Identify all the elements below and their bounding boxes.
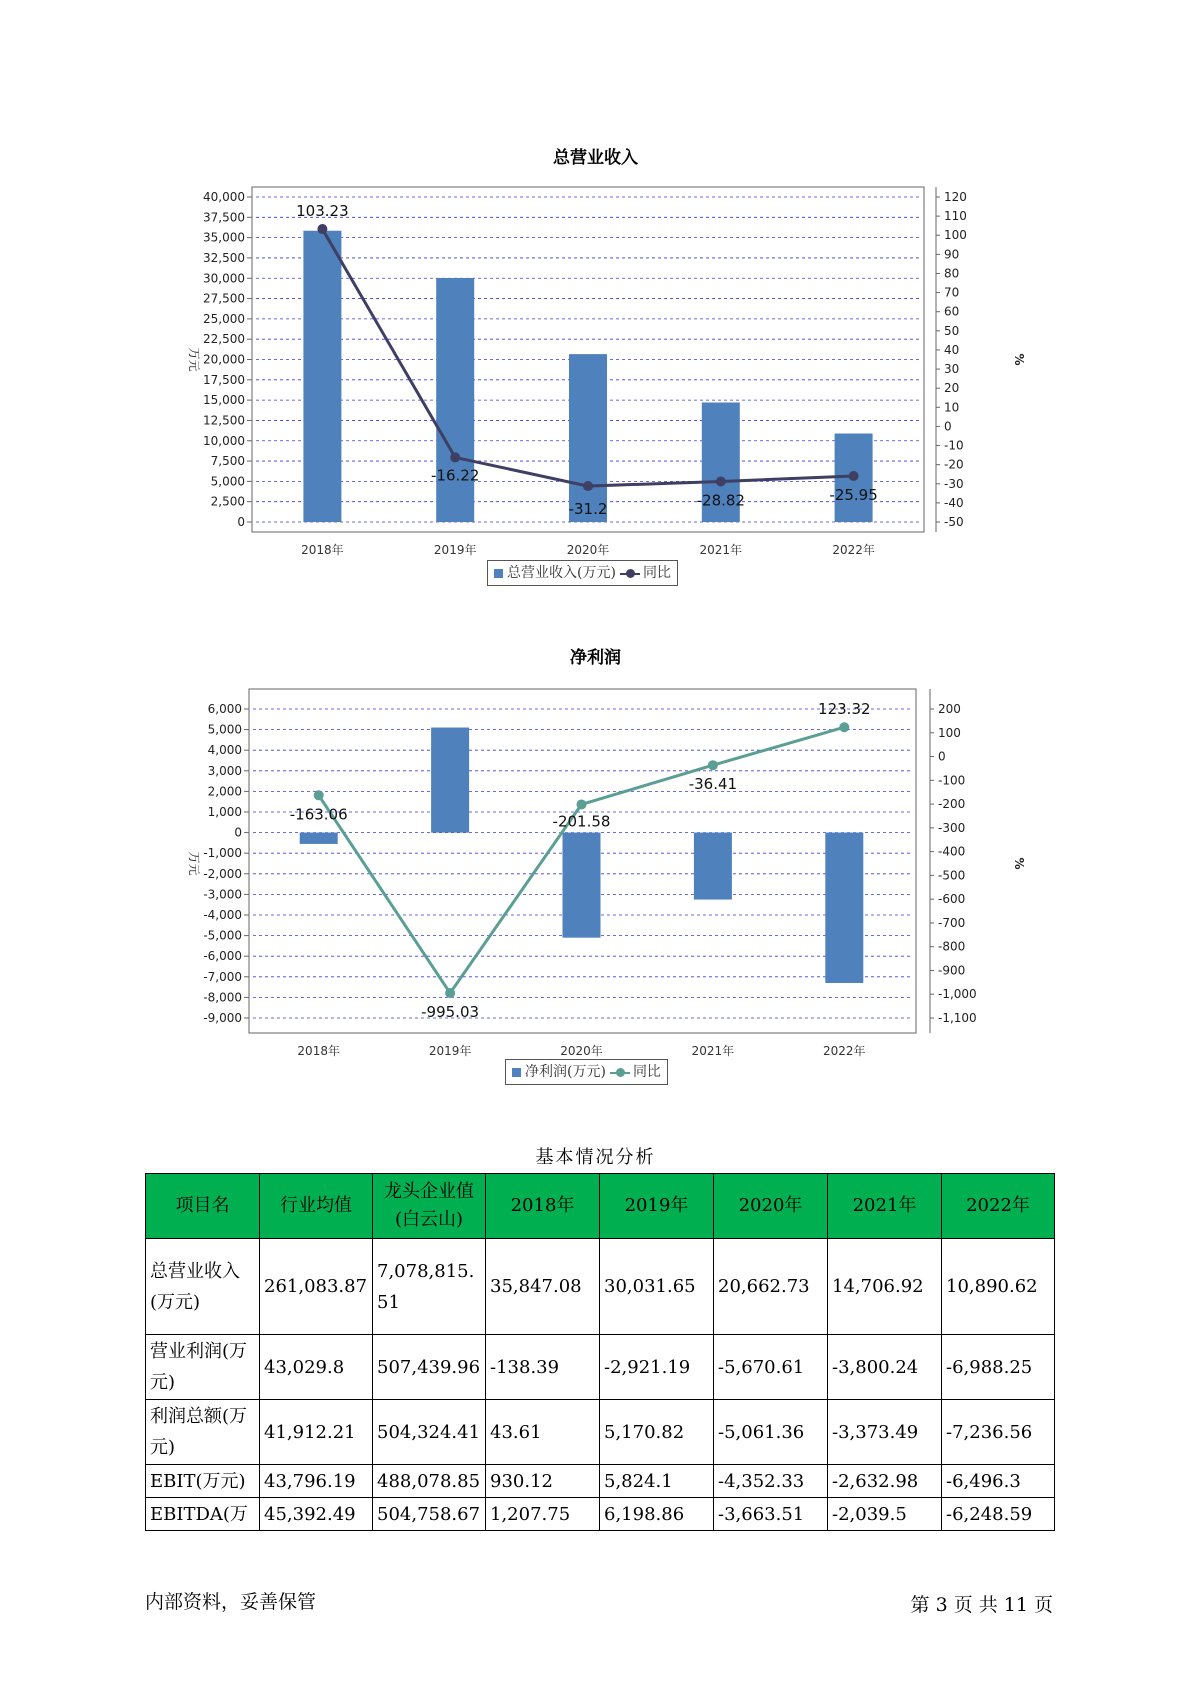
table-cell: -2,039.5 [828,1498,942,1531]
chart2-legend-line: 同比 [632,1064,661,1080]
table-cell: -2,632.98 [828,1465,942,1498]
table-cell: 43,796.19 [260,1465,373,1498]
y2-tick-label: -1,000 [938,987,977,1002]
y-tick-label: 7,500 [210,454,245,469]
table-cell: 45,392.49 [260,1498,373,1531]
y2-tick-label: 200 [938,702,961,716]
chart-bar [569,354,607,522]
y-tick-label: 6,000 [207,702,242,716]
y2-tick-label: -800 [938,939,966,954]
header-cell: 项目名 [146,1174,260,1239]
y2-tick-label: -20 [944,457,964,472]
x-tick-label: 2020年 [560,1044,603,1058]
line-legend-marker [620,569,640,578]
header-cell: 2022年 [942,1174,1055,1239]
chart1-legend-line: 同比 [642,565,671,581]
y-tick-label: 2,500 [210,494,245,509]
table-cell: -3,663.51 [714,1498,828,1531]
data-label: -36.41 [688,775,738,794]
y-tick-label: 4,000 [207,743,242,758]
line-point [839,722,849,732]
data-label: -201.58 [552,812,611,831]
y2-tick-label: 50 [944,323,960,338]
x-tick-label: 2022年 [832,543,875,557]
data-label: -163.06 [289,805,348,824]
y-tick-label: 5,000 [210,474,245,489]
line-legend-marker [610,1068,630,1077]
header-cell: 2021年 [828,1174,942,1239]
y-tick-label: -6,000 [203,949,242,964]
y2-tick-label: -30 [944,476,964,491]
table-cell: 7,078,815.51 [373,1239,486,1335]
y-tick-label: -4,000 [203,908,242,922]
y-tick-label: -8,000 [203,990,242,1005]
y2-tick-label: -40 [944,495,964,510]
data-label: -28.82 [696,491,745,510]
data-label: 103.23 [296,202,349,221]
y2-tick-label: 0 [944,419,952,434]
chart2-legend [505,1059,668,1085]
y-tick-label: 32,500 [203,250,245,265]
x-tick-label: 2021年 [691,1044,735,1058]
y-tick-label: -1,000 [203,846,242,861]
footer-confidential-note: 内部资料，妥善保管 [145,1591,317,1613]
y-tick-label: 10,000 [203,433,245,448]
basic-analysis-table [145,1173,1055,1531]
table-cell: -6,988.25 [942,1335,1055,1400]
table-cell: -138.39 [486,1335,600,1400]
table-row [146,1400,1055,1465]
bar-legend-swatch [512,1068,521,1077]
y-tick-label: 30,000 [203,271,245,286]
x-tick-label: 2019年 [428,1044,472,1058]
y2-tick-label: -50 [944,515,964,529]
x-tick-label: 2022年 [823,1044,866,1058]
table-cell: -6,496.3 [942,1465,1055,1498]
table-cell: 504,758.67 [373,1498,486,1531]
table-cell: -7,236.56 [942,1400,1055,1465]
x-tick-label: 2018年 [301,543,344,557]
y2-tick-label: 10 [944,400,960,415]
x-tick-label: 2018年 [297,1044,340,1058]
table-cell: -4,352.33 [714,1465,828,1498]
net-profit-chart [0,670,1191,1060]
y-tick-label: 37,500 [203,210,245,225]
table-cell: 营业利润(万元) [146,1335,260,1400]
y-tick-label: 25,000 [203,311,245,326]
y2-tick-label: -300 [938,820,966,835]
table-cell: 43.61 [486,1400,600,1465]
table-cell: 43,029.8 [260,1335,373,1400]
line-point [583,481,593,491]
table-row [146,1465,1055,1498]
y2-tick-label: -500 [938,868,966,883]
table-row [146,1498,1055,1531]
header-cell: 2019年 [600,1174,714,1239]
table-cell: 41,912.21 [260,1400,373,1465]
header-cell: 2020年 [714,1174,828,1239]
chart-bar [436,278,474,522]
y2-tick-label: 60 [944,304,960,319]
table-row [146,1335,1055,1400]
table-cell: 930.12 [486,1465,600,1498]
line-point [317,224,327,234]
table-cell: -3,373.49 [828,1400,942,1465]
header-cell: 2018年 [486,1174,600,1239]
y2-tick-label: -400 [938,844,966,859]
chart-bar [694,833,732,900]
y-tick-label: -2,000 [203,866,242,881]
table-cell: 507,439.96 [373,1335,486,1400]
data-label: -16.22 [431,466,480,485]
y-tick-label: -3,000 [203,887,242,902]
y2-tick-label: 90 [944,247,960,262]
data-label: 123.32 [818,700,871,719]
table-cell: 504,324.41 [373,1400,486,1465]
table-row [146,1239,1055,1335]
y2-axis-title: % [1012,353,1026,366]
chart1-title: 总营业收入 [553,148,638,168]
chart1-legend-bar: 总营业收入(万元) [507,565,616,581]
table-header-row [146,1174,1055,1239]
y-tick-label: -9,000 [203,1011,242,1025]
line-point [577,799,587,809]
chart2-legend-bar: 净利润(万元) [525,1064,606,1080]
y-axis-title: 万元 [187,347,201,372]
y2-tick-label: 20 [944,381,960,396]
header-cell: 龙头企业值(白云山) [373,1174,486,1239]
y-axis-title: 万元 [187,851,201,876]
table-cell: 6,198.86 [600,1498,714,1531]
data-label: -31.2 [568,500,608,519]
table-cell: -2,921.19 [600,1335,714,1400]
table-cell: -5,670.61 [714,1335,828,1400]
table-cell: EBIT(万元) [146,1465,260,1498]
y-tick-label: 20,000 [203,352,245,367]
line-point [314,790,324,800]
line-point [450,452,460,462]
y-tick-label: 35,000 [203,230,245,245]
line-point [445,988,455,998]
table-cell: EBITDA(万 [146,1498,260,1531]
y2-tick-label: 0 [938,749,946,764]
chart-bar [303,231,341,522]
footer-page-number: 第 3 页 共 11 页 [910,1594,1053,1616]
table-cell: -3,800.24 [828,1335,942,1400]
line-point [716,477,726,487]
y2-tick-label: -200 [938,797,966,812]
table-cell: 1,207.75 [486,1498,600,1531]
table-cell: 488,078.85 [373,1465,486,1498]
chart1-legend [487,560,678,586]
y2-tick-label: 30 [944,362,960,377]
table-cell: 35,847.08 [486,1239,600,1335]
y-tick-label: 2,000 [207,784,242,799]
chart2-title: 净利润 [570,648,621,668]
y2-axis-title: % [1012,857,1026,870]
x-tick-label: 2020年 [566,543,610,557]
y-tick-label: 3,000 [207,763,242,778]
table-cell: 5,824.1 [600,1465,714,1498]
data-label: -25.95 [829,486,878,505]
table-cell: 10,890.62 [942,1239,1055,1335]
table-cell: -6,248.59 [942,1498,1055,1531]
y-tick-label: 27,500 [203,291,245,306]
revenue-chart [0,170,1191,560]
table-cell: 5,170.82 [600,1400,714,1465]
table-cell: 14,706.92 [828,1239,942,1335]
y2-tick-label: 70 [944,285,960,300]
y2-tick-label: 120 [944,190,967,204]
y-tick-label: 22,500 [203,332,245,347]
y2-tick-label: 100 [938,725,961,740]
y-tick-label: 17,500 [203,372,245,387]
table-cell: 20,662.73 [714,1239,828,1335]
table-cell: 30,031.65 [600,1239,714,1335]
chart-bar [300,833,338,844]
y2-tick-label: 110 [944,209,967,224]
data-label: -995.03 [421,1003,480,1022]
line-point [849,471,859,481]
y-tick-label: 12,500 [203,413,245,428]
y-tick-label: 40,000 [203,190,245,204]
y2-tick-label: -1,100 [938,1011,977,1025]
x-tick-label: 2019年 [433,543,477,557]
table-cell: 总营业收入(万元) [146,1239,260,1335]
y-tick-label: 1,000 [207,805,242,819]
chart-bar [431,728,469,833]
table-title: 基本情况分析 [535,1147,656,1168]
header-cell: 行业均值 [260,1174,373,1239]
x-tick-label: 2021年 [699,543,743,557]
table-cell: 261,083.87 [260,1239,373,1335]
y2-tick-label: 80 [944,266,960,281]
bar-legend-swatch [494,569,503,578]
y2-tick-label: 40 [944,342,960,357]
y2-tick-label: -700 [938,915,966,930]
chart-bar [825,833,863,983]
y-tick-label: 0 [234,825,242,840]
y-tick-label: -7,000 [203,969,242,984]
line-point [708,760,718,770]
chart-bar [563,833,601,938]
y2-tick-label: 100 [944,228,967,243]
table-cell: 利润总额(万元) [146,1400,260,1465]
y-tick-label: 5,000 [207,722,242,737]
y2-tick-label: -10 [944,438,964,453]
y-tick-label: 15,000 [203,393,245,408]
y-tick-label: -5,000 [203,928,242,943]
y2-tick-label: -100 [938,773,966,788]
y2-tick-label: -600 [938,892,966,907]
y-tick-label: 0 [237,515,245,529]
y2-tick-label: -900 [938,963,966,978]
table-cell: -5,061.36 [714,1400,828,1465]
